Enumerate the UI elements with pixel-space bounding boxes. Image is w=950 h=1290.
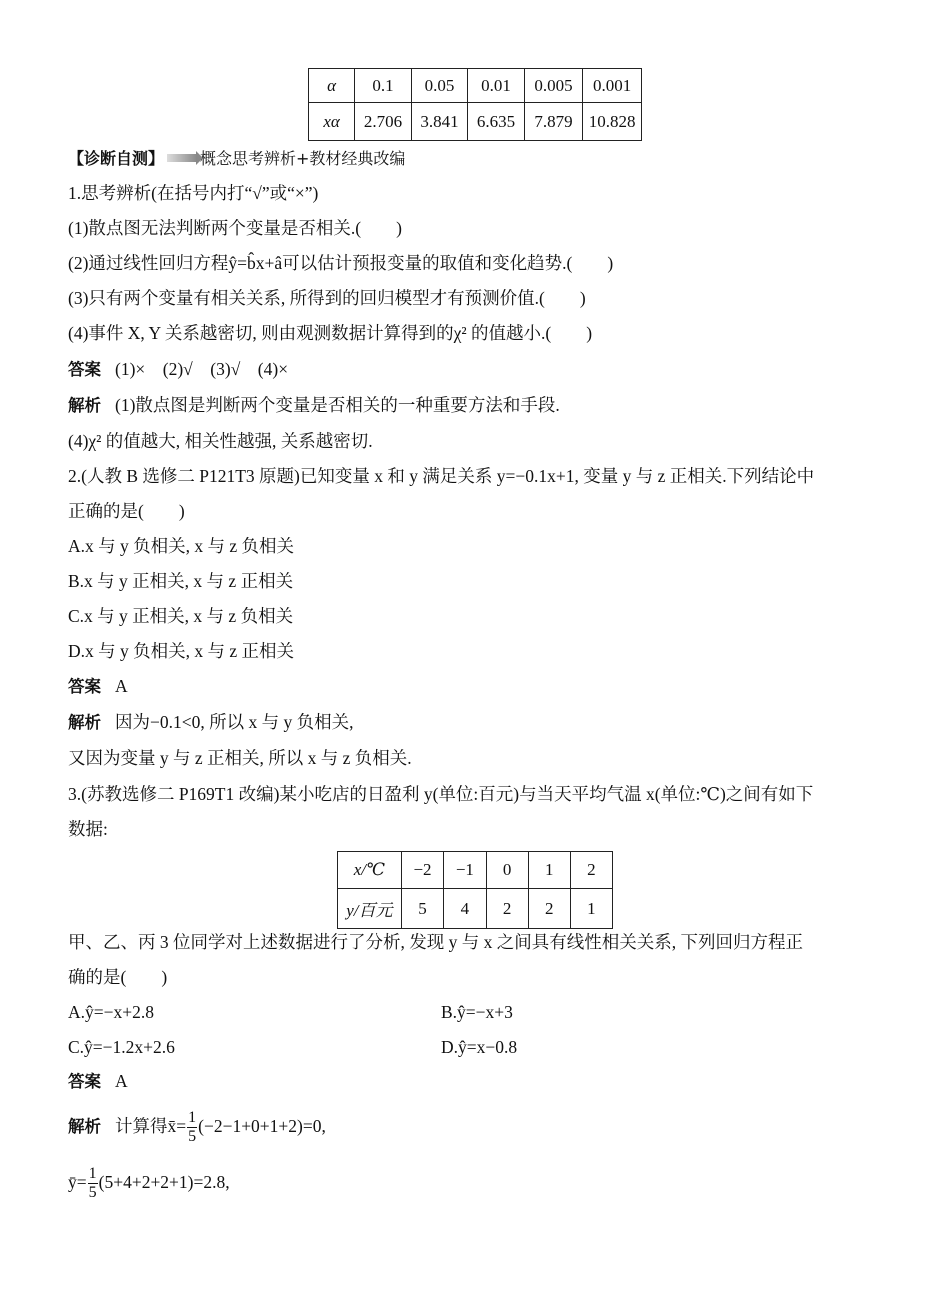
answer-text: A (115, 1071, 128, 1091)
question-1-title: 1.思考辨析(在括号内打“√”或“×”) (68, 183, 319, 203)
question-2-analysis (68, 710, 890, 735)
fraction-numerator: 1 (188, 1109, 197, 1127)
critical-value-table (308, 68, 642, 141)
calc-prefix: 计算得x̄= (115, 1116, 187, 1136)
question-3-option-b: B.ŷ=−x+3 (441, 1002, 513, 1022)
table-cell: 2.706 (355, 103, 412, 141)
question-3-title-cont: 数据: (68, 819, 108, 839)
question-3-option-a: A.ŷ=−x+2.8 (68, 1002, 154, 1022)
table-cell: 3.841 (411, 103, 468, 141)
question-1-answer (68, 357, 890, 382)
section-header (68, 146, 890, 171)
question-1-statement-1: (1)散点图无法判断两个变量是否相关.( ) (68, 218, 402, 238)
table-cell: 6.635 (468, 103, 525, 141)
table-cell: 5 (401, 889, 443, 929)
data-table (337, 851, 613, 929)
table-cell: x/℃ (338, 852, 402, 889)
arrow-icon (167, 154, 197, 162)
analysis-text: 因为−0.1<0, 所以 x 与 y 负相关, (115, 712, 354, 732)
question-2-option-d: D.x 与 y 负相关, x 与 z 正相关 (68, 641, 295, 661)
question-2-answer (68, 674, 890, 699)
question-2-option-b: B.x 与 y 正相关, x 与 z 正相关 (68, 571, 294, 591)
analysis-label: 解析 (68, 1117, 101, 1136)
question-3-answer (68, 1069, 890, 1094)
fraction-denominator: 5 (88, 1184, 97, 1202)
table-cell: 2 (486, 889, 528, 929)
table-cell: 0.1 (355, 69, 412, 103)
table-cell: α (309, 69, 355, 103)
table-cell: 4 (444, 889, 486, 929)
fraction (88, 1165, 98, 1202)
question-3-options-row-1 (68, 1000, 890, 1024)
answer-label: 答案 (68, 360, 101, 379)
table-cell: −2 (401, 852, 443, 889)
calc-prefix: ȳ= (68, 1172, 87, 1192)
question-3-analysis (68, 1106, 890, 1147)
question-3-title: 3.(苏教选修二 P169T1 改编)某小吃店的日盈利 y(单位:百元)与当天平均气温 x(单位:℃)之间有如下 (68, 784, 814, 804)
table-cell: 10.828 (583, 103, 642, 141)
question-2-analysis-2: 又因为变量 y 与 z 正相关, 所以 x 与 z 负相关. (68, 748, 412, 768)
table-cell: 0.01 (468, 69, 525, 103)
question-1-analysis (68, 393, 890, 418)
question-3-option-d: D.ŷ=x−0.8 (441, 1037, 518, 1057)
calc-rest: (5+4+2+2+1)=2.8, (98, 1172, 230, 1192)
table-cell: xα (309, 103, 355, 141)
fraction (187, 1109, 197, 1146)
question-1-statement-3: (3)只有两个变量有相关关系, 所得到的回归模型才有预测价值.( ) (68, 288, 586, 308)
table-cell: y/百元 (338, 889, 402, 929)
analysis-label: 解析 (68, 396, 101, 415)
answer-label: 答案 (68, 1072, 101, 1091)
question-2-title: 2.(人教 B 选修二 P121T3 原题)已知变量 x 和 y 满足关系 y=−0.1x+1, 变量 y 与 z 正相关.下列结论中 (68, 466, 815, 486)
question-2-option-a: A.x 与 y 负相关, x 与 z 负相关 (68, 536, 295, 556)
question-1-statement-2: (2)通过线性回归方程ŷ=b̂x+â可以估计预报变量的取值和变化趋势.( ) (68, 253, 614, 273)
section-subtitle: 概念思考辨析+教材经典改编 (200, 149, 406, 168)
table-cell: 1 (570, 889, 612, 929)
analysis-label: 解析 (68, 713, 101, 732)
answer-text: (1)× (2)√ (3)√ (4)× (115, 359, 289, 379)
table-cell: 0 (486, 852, 528, 889)
table-cell: 0.05 (411, 69, 468, 103)
table-cell: 0.001 (583, 69, 642, 103)
question-3-options-row-2 (68, 1035, 890, 1059)
table-row (309, 69, 642, 103)
question-3-calc-2 (68, 1162, 890, 1202)
question-2-title-cont: 正确的是( ) (68, 501, 185, 521)
question-2-option-c: C.x 与 y 正相关, x 与 z 负相关 (68, 606, 294, 626)
table-cell: 2 (570, 852, 612, 889)
question-3-stem: 甲、乙、丙 3 位同学对上述数据进行了分析, 发现 y 与 x 之间具有线性相关关系, 下列回归方程正 (68, 932, 803, 952)
calc-rest: (−2−1+0+1+2)=0, (198, 1116, 326, 1136)
question-1-statement-4: (4)事件 X, Y 关系越密切, 则由观测数据计算得到的χ² 的值越小.( ) (68, 323, 593, 343)
answer-text: A (115, 676, 128, 696)
question-3-option-c: C.ŷ=−1.2x+2.6 (68, 1037, 175, 1057)
table-cell: 1 (528, 852, 570, 889)
question-1-analysis-2: (4)χ² 的值越大, 相关性越强, 关系越密切. (68, 431, 373, 451)
fraction-numerator: 1 (88, 1165, 97, 1183)
answer-label: 答案 (68, 677, 101, 696)
table-row (338, 852, 613, 889)
table-row (338, 889, 613, 929)
table-cell: −1 (444, 852, 486, 889)
fraction-denominator: 5 (188, 1128, 197, 1146)
section-title: 【诊断自测】 (68, 149, 165, 168)
table-cell: 7.879 (524, 103, 582, 141)
analysis-text: (1)散点图是判断两个变量是否相关的一种重要方法和手段. (115, 395, 560, 415)
table-row (309, 103, 642, 141)
question-3-stem-cont: 确的是( ) (68, 967, 168, 987)
table-cell: 0.005 (524, 69, 582, 103)
table-cell: 2 (528, 889, 570, 929)
